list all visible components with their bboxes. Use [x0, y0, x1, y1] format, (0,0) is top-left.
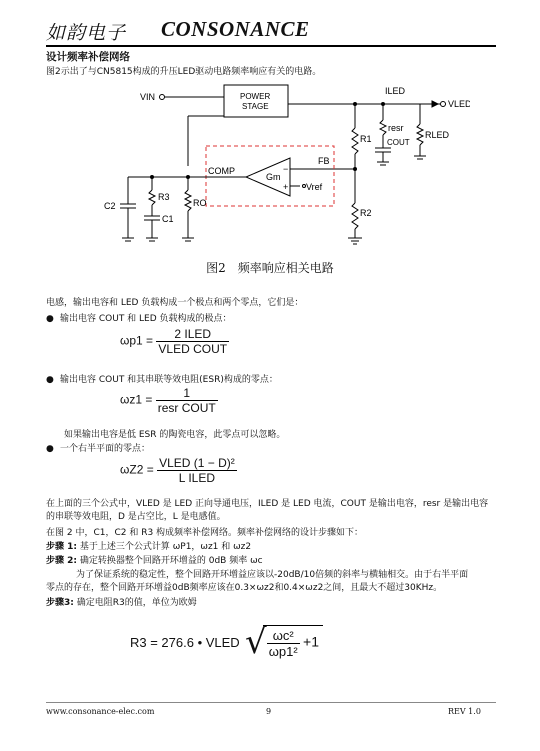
- eq1-lhs: ωp1 =: [120, 333, 154, 348]
- eq2-lhs: ωz1 =: [120, 392, 153, 407]
- label-vin: VIN: [140, 92, 156, 102]
- bullet-rhp-zero-text: 一个右半平面的零点：: [60, 444, 151, 454]
- label-comp: COMP: [208, 166, 235, 176]
- label-r2: R2: [360, 208, 372, 218]
- label-power-stage-1: POWER: [240, 92, 271, 101]
- label-fb: FB: [318, 156, 330, 166]
- eq2-numerator: 1: [156, 386, 218, 401]
- eq2-denominator: resr COUT: [157, 401, 216, 415]
- equation-wz1: [120, 386, 218, 415]
- label-vled: VLED: [448, 99, 470, 109]
- bullet-pole: [46, 311, 232, 324]
- section-title: 设计频率补偿网络: [46, 51, 130, 63]
- label-cout: COUT: [387, 138, 410, 147]
- step-2-paragraph: [46, 569, 468, 595]
- label-c2: C2: [104, 201, 116, 211]
- definitions-line-2: 的串联等效电阻，D 是占空比，L 是电感值。: [46, 512, 226, 522]
- frequency-response-circuit: [100, 78, 470, 250]
- paragraph-compensation: 在图 2 中，C1，C2 和 R3 构成频率补偿网络。频率补偿网络的设计步骤如下：: [46, 528, 364, 538]
- equation-wz2: [120, 456, 237, 485]
- eq4-numerator: ωc²: [267, 628, 300, 644]
- label-r3: R3: [158, 192, 170, 202]
- bullet-zero1: [46, 372, 278, 385]
- brand-chinese-name: 如韵电子: [46, 22, 127, 44]
- step-3-label: 步骤3:: [46, 598, 74, 608]
- eq4-plus-one: +1: [303, 633, 319, 650]
- step-2-text: 确定转换器整个回路开环增益的 0dB 频率 ωc: [79, 556, 263, 566]
- bullet-pole-text: 输出电容 COUT 和 LED 负载构成的极点：: [60, 314, 232, 324]
- eq3-denominator: L ILED: [178, 471, 216, 485]
- equation-wp1: [120, 327, 229, 356]
- eq3-numerator: VLED (1 − D)²: [159, 456, 235, 470]
- step-3-text: 确定电阻R3的值，单位为欧姆: [76, 598, 197, 608]
- footer-url: www.consonance-elec.com: [46, 707, 155, 716]
- label-plus: +: [283, 182, 289, 192]
- step-2-line-2: 零点的存在，整个回路开环增益0dB频率应该在0.3×ωz2和0.4×ωz2之间，且最大不超过30KHz。: [46, 583, 443, 593]
- label-rled: RLED: [425, 130, 450, 140]
- step-1: [46, 541, 251, 554]
- label-resr: resr: [388, 123, 404, 133]
- eq1-numerator: 2 ILED: [156, 327, 229, 342]
- bullet-zero1-text: 输出电容 COUT 和其串联等效电阻(ESR)构成的零点：: [60, 375, 278, 385]
- label-minus: −: [283, 164, 289, 174]
- label-vref: Vref: [306, 182, 323, 192]
- footer-revision: REV 1.0: [448, 707, 481, 716]
- brand-english-name: CONSONANCE: [161, 17, 310, 41]
- note-ceramic-cap: 如果输出电容是低 ESR 的陶瓷电容，此零点可以忽略。: [64, 430, 286, 440]
- step-3: [46, 597, 197, 610]
- step-2-label: 步骤 2:: [46, 556, 77, 566]
- step-1-text: 基于上述三个公式计算 ωP1，ωz1 和 ωz2: [79, 542, 252, 552]
- definitions-line-1: 在上面的三个公式中，VLED 是 LED 正向导通电压，ILED 是 LED 电流，COUT 是输出电容，resr 是输出电容: [46, 499, 489, 509]
- label-ro: RO: [193, 198, 207, 208]
- sqrt-argument: [263, 625, 323, 659]
- vin-terminal: [160, 95, 165, 100]
- label-c1: C1: [162, 214, 174, 224]
- label-power-stage-2: STAGE: [242, 102, 269, 111]
- label-iled: ILED: [385, 86, 406, 96]
- eq1-denominator: VLED COUT: [158, 342, 228, 356]
- footer-page-number: 9: [266, 707, 272, 716]
- page-header: [46, 16, 496, 48]
- equation-r3: [130, 622, 323, 682]
- step-2: [46, 555, 263, 568]
- bullet-dot: ●: [46, 444, 54, 454]
- paragraph-definitions: [46, 498, 488, 524]
- iled-arrow: [432, 101, 438, 107]
- paragraph-poles-zeros: 电感，输出电容和 LED 负载构成一个极点和两个零点，它们是：: [46, 298, 304, 308]
- eq4-denominator: ωp1²: [268, 644, 298, 659]
- header-divider: [46, 45, 496, 47]
- circuit-svg: [100, 78, 470, 250]
- sqrt-radical-icon: √: [245, 622, 267, 662]
- step-1-label: 步骤 1:: [46, 542, 77, 552]
- label-gm: Gm: [266, 172, 281, 182]
- figure-caption: 图2 频率响应相关电路: [206, 261, 334, 275]
- bullet-rhp-zero: [46, 441, 150, 454]
- bullet-dot: ●: [46, 375, 54, 385]
- eq4-lhs: R3 = 276.6 • VLED: [130, 634, 240, 650]
- label-r1: R1: [360, 134, 372, 144]
- bullet-dot: ●: [46, 314, 54, 324]
- eq3-lhs: ωZ2 =: [120, 462, 154, 477]
- power-stage-box: [224, 85, 288, 117]
- footer-divider: [46, 702, 496, 703]
- step-2-line-1: 为了保证系统的稳定性，整个回路开环增益应该以-20dB/10倍频的斜率与横轴相交。由于右半平面: [76, 570, 469, 580]
- section-intro: 图2示出了与CN5815构成的升压LED驱动电路频率响应有关的电路。: [46, 67, 322, 77]
